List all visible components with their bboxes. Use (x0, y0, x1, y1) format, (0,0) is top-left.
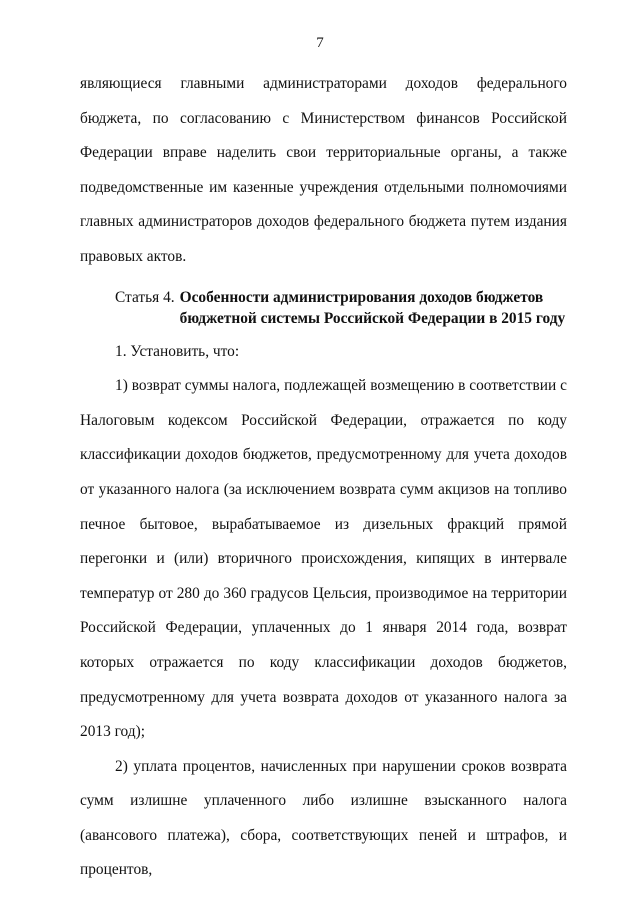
paragraph-item-2: 2) уплата процентов, начисленных при нарушении сроков возврата сумм излишне уплаченного либо излишне взысканного налога (авансового платежа), сбора, соответствующих пеней и штрафов, и процентов, (80, 757, 567, 879)
article-heading (80, 287, 567, 329)
paragraph-item-1: 1) возврат суммы налога, подлежащей возмещению в соответствии с Налоговым кодексом Российской Федерации, отражается по коду классификации доходов бюджетов, предусмотренному для учета доходов от указанного налога (за исключением возврата сумм акцизов на топливо печное бытовое, вырабатываемое из дизельных фракций прямой перегонки и (или) вторичного происхождения, кипящих в интервале температур от 280 до 360 градусов Цельсия, производимое на территории Российской Федерации, уплаченных до 1 января 2014 года, возврат которых отражается по коду классификации доходов бюджетов, предусмотренному для учета возврата доходов от указанного налога за 2013 год); (80, 377, 567, 741)
page-number: 7 (316, 35, 324, 51)
article-label: Статья 4. (115, 288, 175, 306)
paragraph-establish: 1. Установить, что: (115, 342, 240, 360)
document-body (80, 67, 567, 888)
article-title: Особенности администрирования доходов бюджетов бюджетной системы Российской Федерации в 2015 году (179, 288, 566, 327)
paragraph-continuation: являющиеся главными администраторами доходов федерального бюджета, по согласованию с Министерством финансов Российской Федерации вправе наделить свои территориальные органы, а также подведомственные им казенные учреждения отдельными полномочиями главных администраторов доходов федерального бюджета путем издания правовых актов. (80, 75, 567, 265)
